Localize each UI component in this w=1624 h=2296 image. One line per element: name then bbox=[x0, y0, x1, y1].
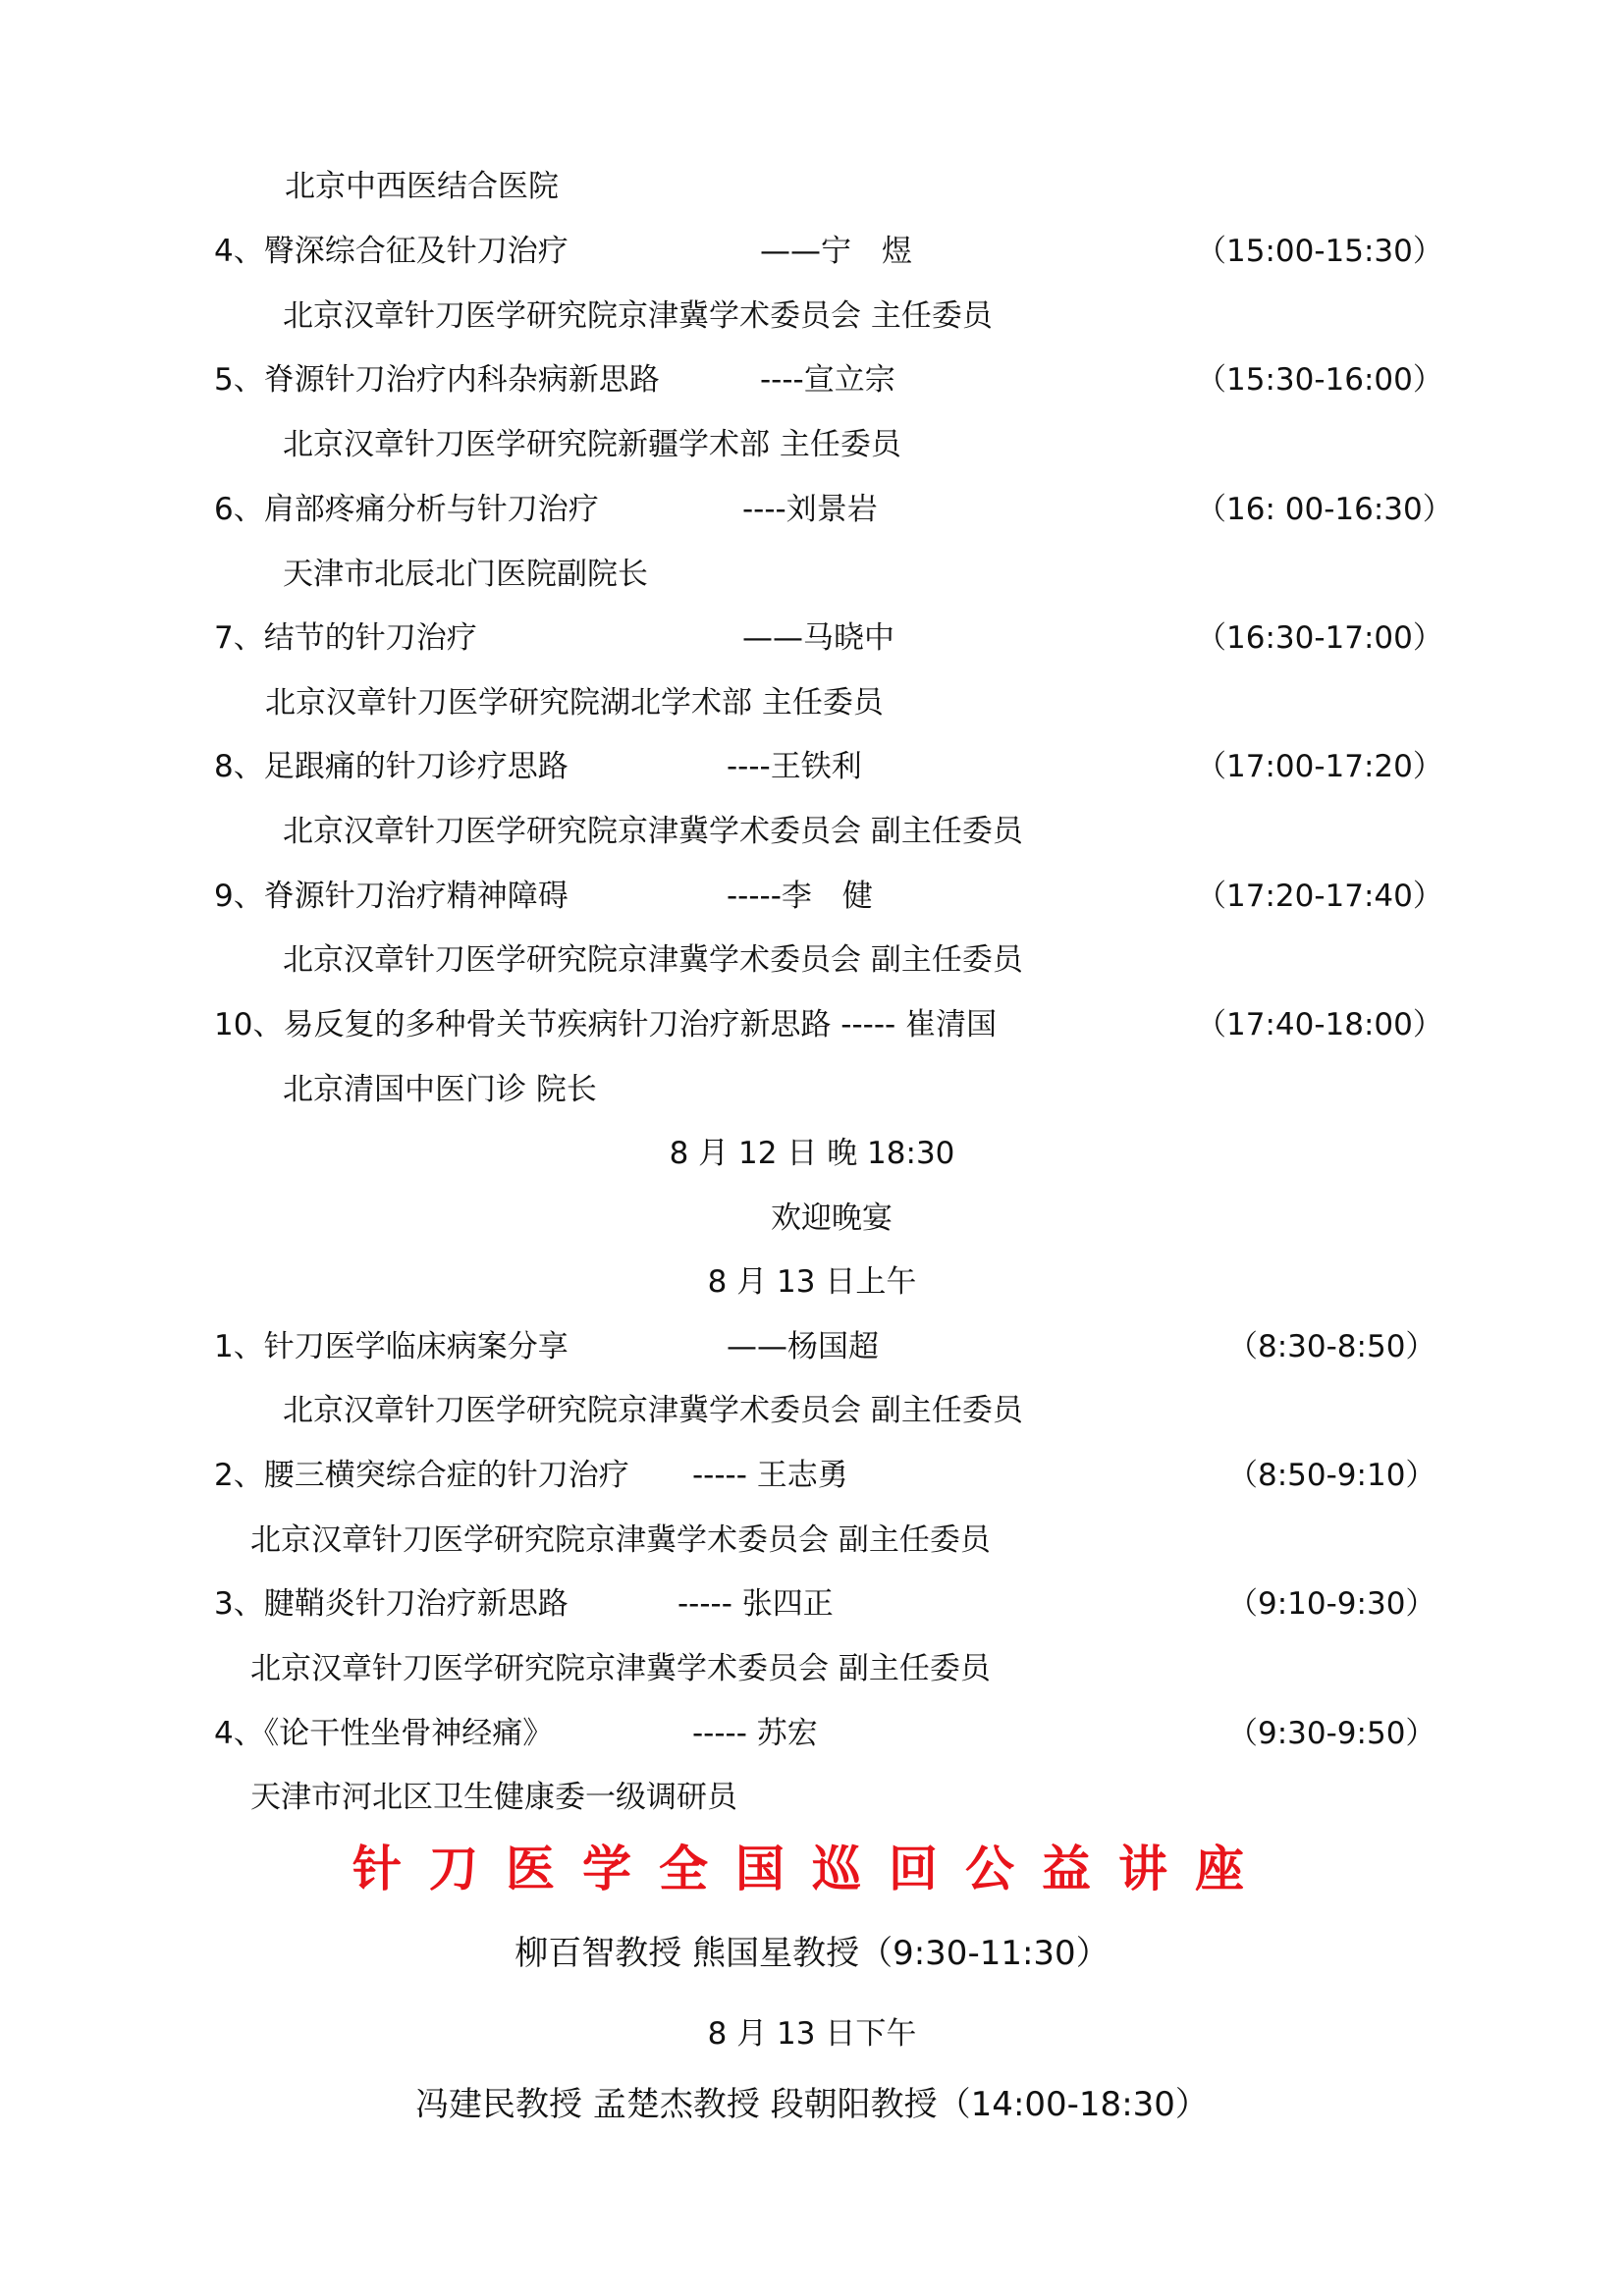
lecture-banner: 针刀医学全国巡回公益讲座 bbox=[352, 1840, 1272, 1897]
session1-item-6-speaker: ----刘景岩 bbox=[742, 492, 878, 527]
session1-item-5-title: 5、脊源针刀治疗内科杂病新思路 bbox=[214, 362, 660, 398]
session2-item-4-time: （9:30-9:50） bbox=[1227, 1716, 1436, 1751]
session2-item-1-time: （8:30-8:50） bbox=[1227, 1329, 1436, 1364]
dinner-title: 欢迎晚宴 bbox=[771, 1201, 893, 1236]
session1-item-8-time: （17:00-17:20） bbox=[1196, 749, 1443, 784]
session2-item-4-speaker: ----- 苏宏 bbox=[692, 1716, 818, 1751]
dinner-date: 8 月 12 日 晚 18:30 bbox=[669, 1136, 955, 1171]
session2-item-1-speaker: ——杨国超 bbox=[727, 1329, 879, 1364]
session1-item-7-title: 7、结节的针刀治疗 bbox=[214, 620, 477, 656]
session1-item-4-affiliation: 北京汉章针刀医学研究院京津冀学术委员会 主任委员 bbox=[283, 298, 993, 334]
session1-item-7-speaker: ——马晓中 bbox=[742, 620, 894, 656]
session1-item-4-time: （15:00-15:30） bbox=[1196, 234, 1443, 269]
session1-item-5-time: （15:30-16:00） bbox=[1196, 362, 1443, 398]
session2-item-3-speaker: ----- 张四正 bbox=[677, 1586, 834, 1622]
session2-item-2-title: 2、腰三横突综合症的针刀治疗 bbox=[214, 1458, 629, 1493]
lecture-morning: 柳百智教授 熊国星教授（9:30-11:30） bbox=[514, 1934, 1110, 1973]
session1-item-5-affiliation: 北京汉章针刀医学研究院新疆学术部 主任委员 bbox=[283, 427, 901, 462]
session1-item-5-speaker: ----宣立宗 bbox=[760, 362, 895, 398]
session2-heading: 8 月 13 日上午 bbox=[707, 1264, 917, 1300]
session2-item-1-affiliation: 北京汉章针刀医学研究院京津冀学术委员会 副主任委员 bbox=[283, 1393, 1023, 1428]
header-affiliation: 北京中西医结合医院 bbox=[285, 169, 559, 204]
session2-item-3-affiliation: 北京汉章针刀医学研究院京津冀学术委员会 副主任委员 bbox=[250, 1651, 991, 1686]
session2-item-3-time: （9:10-9:30） bbox=[1227, 1586, 1436, 1622]
session1-item-8-speaker: ----王铁利 bbox=[727, 749, 862, 784]
session2-item-2-affiliation: 北京汉章针刀医学研究院京津冀学术委员会 副主任委员 bbox=[250, 1522, 991, 1558]
session1-item-10-time: （17:40-18:00） bbox=[1196, 1007, 1443, 1042]
session1-item-9-time: （17:20-17:40） bbox=[1196, 879, 1443, 914]
session1-item-4-speaker: ——宁 煜 bbox=[760, 234, 912, 269]
session1-item-9-affiliation: 北京汉章针刀医学研究院京津冀学术委员会 副主任委员 bbox=[283, 942, 1023, 978]
session1-item-9-title: 9、脊源针刀治疗精神障碍 bbox=[214, 879, 568, 914]
session1-item-10-affiliation: 北京清国中医门诊 院长 bbox=[283, 1072, 597, 1107]
session2-item-2-speaker: ----- 王志勇 bbox=[692, 1458, 848, 1493]
session1-item-4-title: 4、臀深综合征及针刀治疗 bbox=[214, 234, 568, 269]
afternoon-heading: 8 月 13 日下午 bbox=[707, 2016, 917, 2052]
session1-item-9-speaker: -----李 健 bbox=[727, 879, 873, 914]
session2-item-3-title: 3、腱鞘炎针刀治疗新思路 bbox=[214, 1586, 568, 1622]
lecture-afternoon: 冯建民教授 孟楚杰教授 段朝阳教授（14:00-18:30） bbox=[415, 2085, 1209, 2124]
session1-item-6-title: 6、肩部疼痛分析与针刀治疗 bbox=[214, 492, 599, 527]
session1-item-8-affiliation: 北京汉章针刀医学研究院京津冀学术委员会 副主任委员 bbox=[283, 814, 1023, 849]
session2-item-4-title: 4、《论干性坐骨神经痛》 bbox=[214, 1716, 554, 1751]
session1-item-7-time: （16:30-17:00） bbox=[1196, 620, 1443, 656]
session2-item-4-affiliation: 天津市河北区卫生健康委一级调研员 bbox=[250, 1780, 737, 1815]
session1-item-7-affiliation: 北京汉章针刀医学研究院湖北学术部 主任委员 bbox=[265, 685, 884, 721]
session1-item-10-title: 10、易反复的多种骨关节疾病针刀治疗新思路 ----- 崔清国 bbox=[214, 1007, 998, 1042]
session2-item-1-title: 1、针刀医学临床病案分享 bbox=[214, 1329, 568, 1364]
session1-item-8-title: 8、足跟痛的针刀诊疗思路 bbox=[214, 749, 568, 784]
session2-item-2-time: （8:50-9:10） bbox=[1227, 1458, 1436, 1493]
session1-item-6-affiliation: 天津市北辰北门医院副院长 bbox=[283, 557, 648, 592]
session1-item-6-time: （16: 00-16:30） bbox=[1196, 492, 1453, 527]
